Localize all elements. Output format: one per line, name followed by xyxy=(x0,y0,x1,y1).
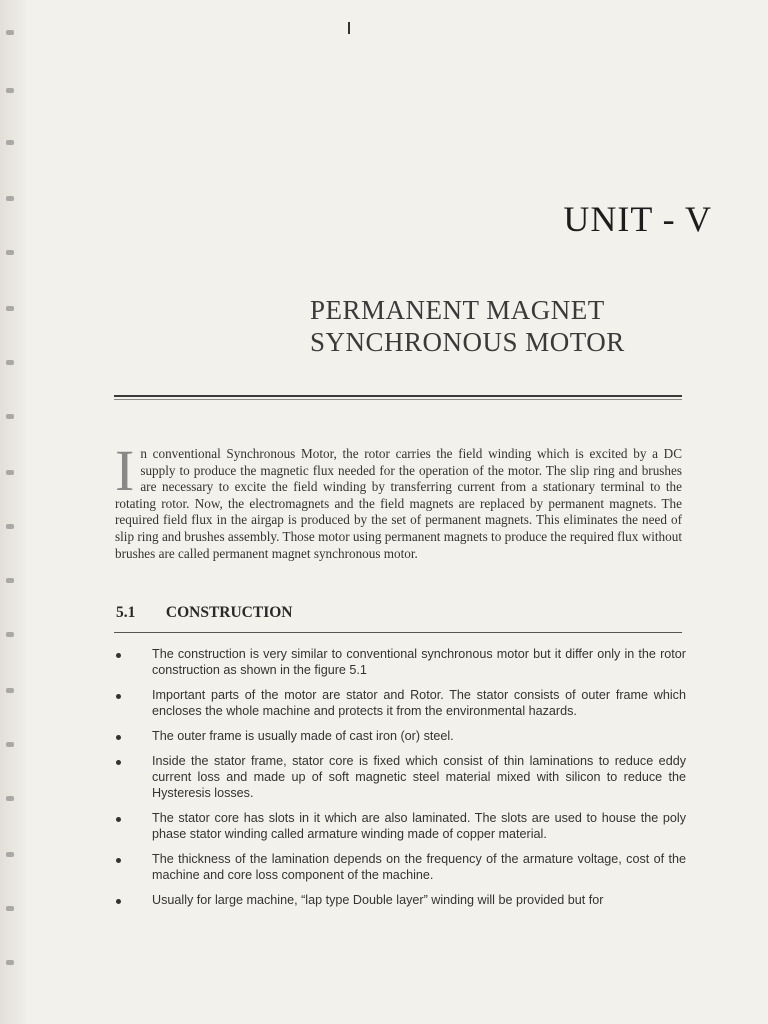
list-item: Usually for large machine, “lap type Double layer” winding will be provided but for xyxy=(114,892,686,908)
bullet-icon xyxy=(116,735,121,740)
binding-edge xyxy=(0,0,26,1024)
section-number: 5.1 xyxy=(116,604,136,621)
bullet-icon xyxy=(116,858,121,863)
drop-cap: I xyxy=(115,438,135,503)
bullet-icon xyxy=(116,694,121,699)
intro-paragraph xyxy=(115,438,682,562)
title-divider xyxy=(114,395,682,397)
list-item: The outer frame is usually made of cast iron (or) steel. xyxy=(114,728,686,744)
scan-mark xyxy=(348,22,350,34)
intro-text: n conventional Synchronous Motor, the rotor carries the field winding which is excited by a DC supply to produce the magnetic flux needed for the operation of the motor. The slip ring and brushes are necessary to excite the field winding by transferring current from a stationary terminal to the rotating rotor. Now, the electromagnets and the field magnets are replaced by permanent magnets. The required field flux in the airgap is produced by the set of permanent magnets. This eliminates the need of slip ring and brushes assembly. Those motor using permanent magnets to produce the required flux without brushes are called permanent magnet synchronous motor. xyxy=(115,446,682,561)
bullet-icon xyxy=(116,653,121,658)
section-heading xyxy=(116,604,292,622)
list-item: Inside the stator frame, stator core is fixed which consist of thin laminations to reduce eddy current loss and made up of soft magnetic steel material mixed with silicon to reduce the Hysteresis losses. xyxy=(114,753,686,801)
chapter-title xyxy=(310,294,710,358)
chapter-title-line-2: SYNCHRONOUS MOTOR xyxy=(310,327,625,357)
chapter-title-line-1: PERMANENT MAGNET xyxy=(310,295,605,325)
title-divider-thin xyxy=(114,399,682,400)
section-divider xyxy=(114,632,682,633)
list-item: Important parts of the motor are stator and Rotor. The stator consists of outer frame which encloses the whole machine and protects it from the environmental hazards. xyxy=(114,687,686,719)
bullet-icon xyxy=(116,817,121,822)
bullet-icon xyxy=(116,899,121,904)
list-item: The stator core has slots in it which are also laminated. The slots are used to house the poly phase stator winding called armature winding made of copper material. xyxy=(114,810,686,842)
section-title: CONSTRUCTION xyxy=(165,604,293,621)
construction-bullet-list xyxy=(114,646,686,917)
list-item: The construction is very similar to conventional synchronous motor but it differ only in the rotor construction as shown in the figure 5.1 xyxy=(114,646,686,678)
unit-title: UNIT - V xyxy=(563,199,712,239)
list-item: The thickness of the lamination depends on the frequency of the armature voltage, cost of the machine and core loss component of the machine. xyxy=(114,851,686,883)
bullet-icon xyxy=(116,760,121,765)
